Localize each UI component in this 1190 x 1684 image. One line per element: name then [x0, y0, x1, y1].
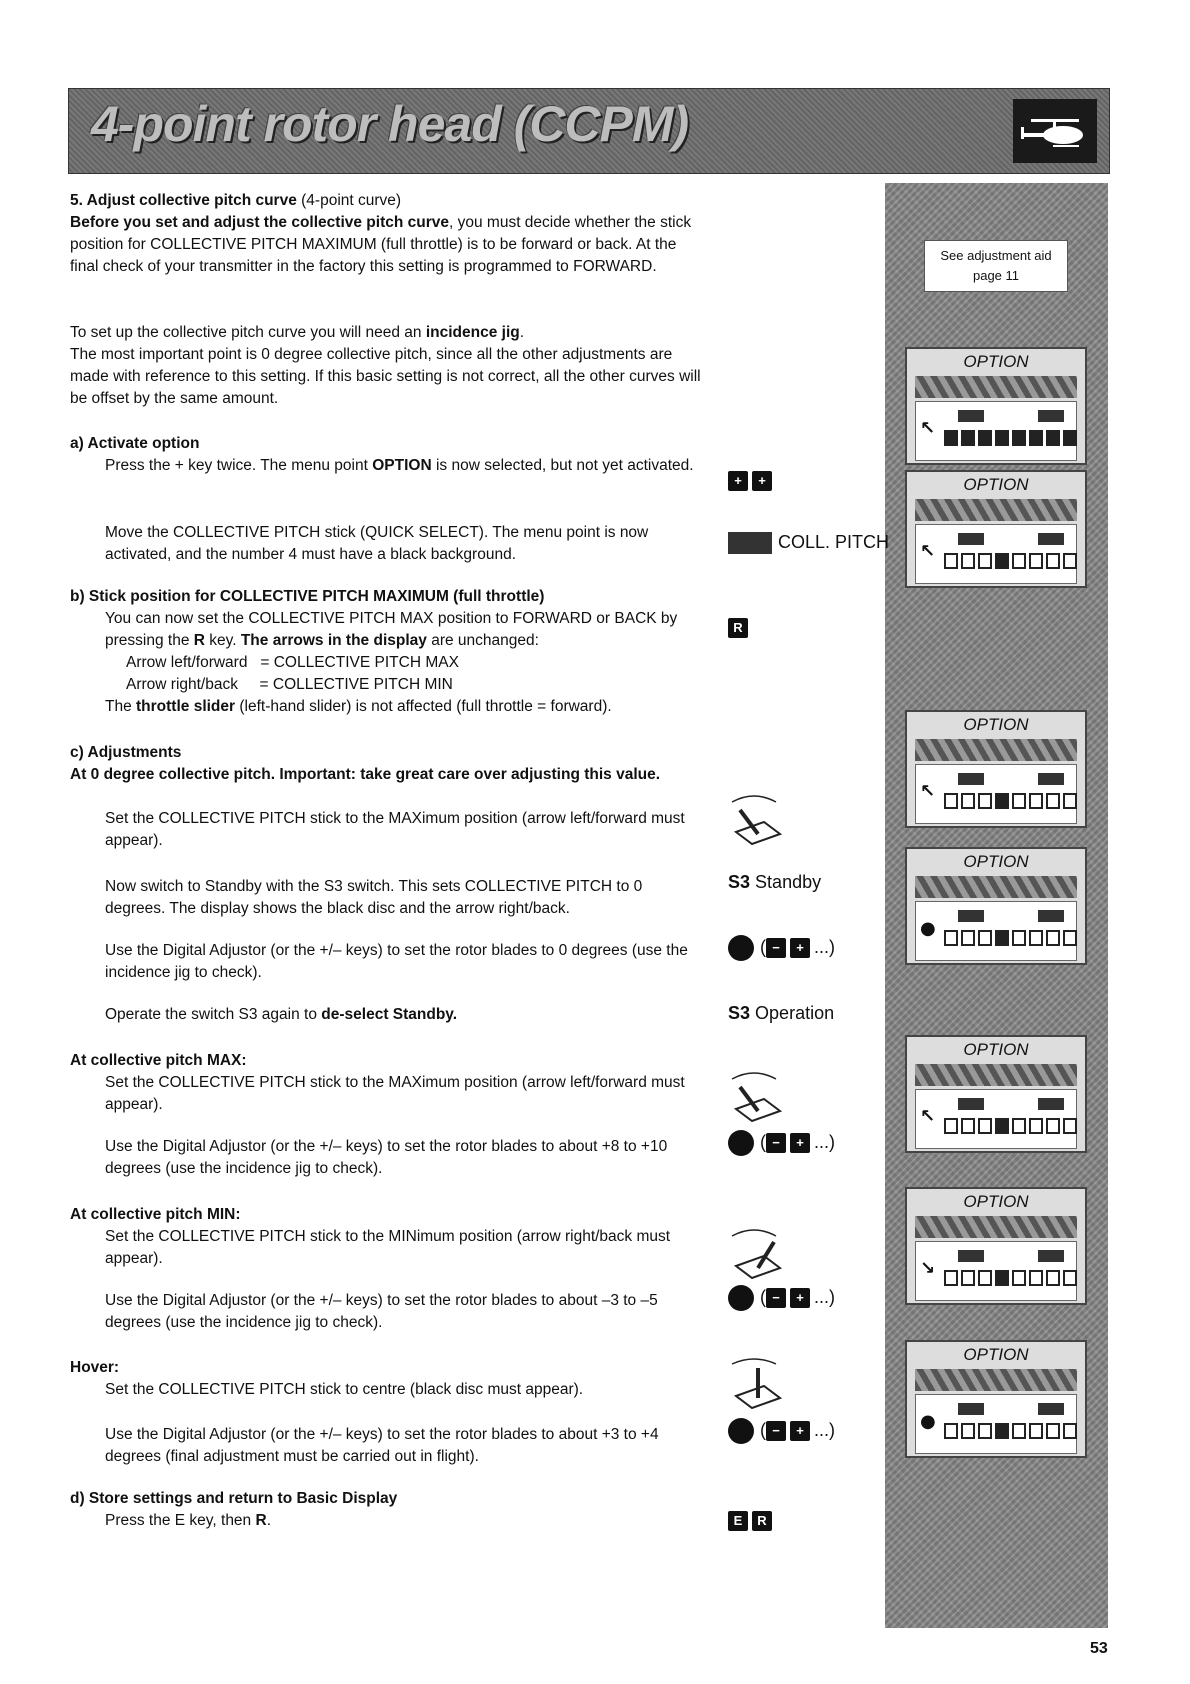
step-a-text-1: Press the + key twice. The menu point OPTION is now selected, but not yet activated. — [105, 457, 694, 474]
step-c-text-4: Operate the switch S3 again to de-select Standby. — [105, 1006, 458, 1023]
section-heading: 5. Adjust collective pitch curve (4-point curve) — [70, 192, 402, 209]
option-title: OPTION — [963, 852, 1029, 871]
digital-adjustor-icon — [728, 1130, 754, 1156]
option-title: OPTION — [963, 1040, 1029, 1059]
step-c-text-1: Set the COLLECTIVE PITCH stick to the MAXimum position (arrow left/forward must appear). — [105, 810, 685, 849]
page-number: 53 — [1090, 1640, 1108, 1657]
step-c-text-2: Now switch to Standby with the S3 switch. This sets COLLECTIVE PITCH to 0 degrees. The display shows the black disc and the arrow right/back. — [105, 878, 643, 917]
s3-operation-label: S3 Operation — [728, 1003, 835, 1023]
plus-key-icon: + — [790, 938, 810, 958]
plus-key-icon: + — [728, 471, 748, 491]
header-banner — [68, 88, 1110, 174]
intro-paragraph-1: Before you set and adjust the collective pitch curve, you must decide whether the stick position for COLLECTIVE PITCH MAXIMUM (full throttle) is to be forward or back. At the final check of your transmitter in the factory this setting is programmed to FORWARD. — [70, 214, 692, 275]
option-display-1 — [905, 347, 1087, 465]
r-key-icon: R — [728, 618, 748, 638]
display-bar — [915, 1216, 1077, 1238]
step-d-heading: d) Store settings and return to Basic Display — [70, 1490, 398, 1507]
plus-key-icon: + — [790, 1133, 810, 1153]
plus-keys — [728, 470, 776, 491]
hover-text-1: Set the COLLECTIVE PITCH stick to centre (black disc must appear). — [105, 1381, 584, 1398]
r-key-icon: R — [752, 1511, 772, 1531]
display-bar — [915, 1064, 1077, 1086]
plus-key-icon: + — [752, 471, 772, 491]
step-d-text: Press the E key, then R. — [105, 1512, 271, 1529]
step-c-text-3: Use the Digital Adjustor (or the +/– keys) to set the rotor blades to 0 degrees (use the incidence jig to check). — [105, 942, 688, 981]
option-title: OPTION — [963, 1192, 1029, 1211]
display-bar — [915, 739, 1077, 761]
stick-pair-icon — [728, 532, 772, 554]
e-r-keys — [728, 1510, 776, 1531]
disc-icon: ● — [920, 918, 936, 939]
stick-centre-icon — [728, 1352, 788, 1412]
option-title: OPTION — [963, 1345, 1029, 1364]
arrow-left-icon: ↖ — [920, 541, 936, 562]
digital-adjustor-3: ( − + ...) — [728, 1285, 835, 1311]
arrow-left-icon: ↖ — [920, 781, 936, 802]
option-title: OPTION — [963, 715, 1029, 734]
stick-max-icon — [728, 788, 788, 848]
minus-key-icon: − — [766, 1133, 786, 1153]
step-b-row-1: Arrow left/forward = COLLECTIVE PITCH MAX — [126, 654, 459, 671]
arrow-right-icon: ↘ — [920, 1258, 936, 1279]
option-display-3 — [905, 710, 1087, 828]
hover-heading: Hover: — [70, 1359, 120, 1376]
plus-key-icon: + — [790, 1288, 810, 1308]
stick-max-icon — [728, 1065, 788, 1125]
max-text-1: Set the COLLECTIVE PITCH stick to the MAXimum position (arrow left/forward must appear). — [105, 1074, 685, 1113]
step-b-heading: b) Stick position for COLLECTIVE PITCH MAXIMUM (full throttle) — [70, 588, 545, 605]
plus-key-icon: + — [790, 1421, 810, 1441]
option-display-6 — [905, 1187, 1087, 1305]
lcd-display — [915, 1394, 1077, 1454]
display-bar — [915, 876, 1077, 898]
digital-adjustor-4: ( − + ...) — [728, 1418, 835, 1444]
lcd-display — [915, 901, 1077, 961]
step-b-text-2: The throttle slider (left-hand slider) is not affected (full throttle = forward). — [105, 698, 612, 715]
s3-standby-label: S3 Standby — [728, 872, 822, 892]
intro-paragraph-2: To set up the collective pitch curve you will need an incidence jig. — [70, 324, 525, 341]
digital-adjustor-icon — [728, 1285, 754, 1311]
helicopter-icon — [1013, 99, 1097, 163]
minus-key-icon: − — [766, 938, 786, 958]
lcd-display — [915, 401, 1077, 461]
coll-pitch-label: COLL. PITCH — [728, 532, 889, 554]
lcd-display — [915, 764, 1077, 824]
step-c-subheading: At 0 degree collective pitch. Important: take great care over adjusting this value. — [70, 766, 661, 783]
r-key — [728, 617, 752, 638]
step-a-heading: a) Activate option — [70, 435, 200, 452]
display-bar — [915, 1369, 1077, 1391]
option-title: OPTION — [963, 352, 1029, 371]
minus-key-icon: − — [766, 1421, 786, 1441]
arrow-left-icon: ↖ — [920, 418, 936, 439]
intro-paragraph-3: The most important point is 0 degree collective pitch, since all the other adjustments are made with reference to this setting. If this basic setting is not correct, all the other curves will be offset by the same amount. — [70, 346, 701, 407]
lcd-display — [915, 1241, 1077, 1301]
display-bar — [915, 499, 1077, 521]
display-bar — [915, 376, 1077, 398]
lcd-display — [915, 524, 1077, 584]
minus-key-icon: − — [766, 1288, 786, 1308]
stick-min-icon — [728, 1222, 788, 1282]
page-title: 4-point rotor head (CCPM) — [91, 96, 689, 152]
max-heading: At collective pitch MAX: — [70, 1052, 247, 1069]
adjustment-aid-note: See adjustment aid page 11 — [924, 240, 1068, 292]
digital-adjustor-icon — [728, 935, 754, 961]
hover-text-2: Use the Digital Adjustor (or the +/– keys) to set the rotor blades to about +3 to +4 degrees (final adjustment must be carried out in flight). — [105, 1426, 659, 1465]
lcd-display — [915, 1089, 1077, 1149]
option-display-2 — [905, 470, 1087, 588]
digital-adjustor-1: ( − + ...) — [728, 935, 835, 961]
step-c-heading: c) Adjustments — [70, 744, 182, 761]
step-a-text-2: Move the COLLECTIVE PITCH stick (QUICK SELECT). The menu point is now activated, and the number 4 must have a black background. — [105, 524, 649, 563]
digital-adjustor-icon — [728, 1418, 754, 1444]
step-b-text-1: You can now set the COLLECTIVE PITCH MAX position to FORWARD or BACK by pressing the R key. The arrows in the display are unchanged: — [105, 610, 678, 649]
arrow-left-icon: ↖ — [920, 1106, 936, 1127]
min-text-2: Use the Digital Adjustor (or the +/– keys) to set the rotor blades to about –3 to –5 degrees (use the incidence jig to check). — [105, 1292, 658, 1331]
max-text-2: Use the Digital Adjustor (or the +/– keys) to set the rotor blades to about +8 to +10 degrees (use the incidence jig to check). — [105, 1138, 668, 1177]
option-display-7 — [905, 1340, 1087, 1458]
digital-adjustor-2: ( − + ...) — [728, 1130, 835, 1156]
option-title: OPTION — [963, 475, 1029, 494]
disc-icon: ● — [920, 1411, 936, 1432]
min-heading: At collective pitch MIN: — [70, 1206, 241, 1223]
option-display-5 — [905, 1035, 1087, 1153]
e-key-icon: E — [728, 1511, 748, 1531]
option-display-4 — [905, 847, 1087, 965]
step-b-row-2: Arrow right/back = COLLECTIVE PITCH MIN — [126, 676, 453, 693]
min-text-1: Set the COLLECTIVE PITCH stick to the MINimum position (arrow right/back must appear). — [105, 1228, 671, 1267]
